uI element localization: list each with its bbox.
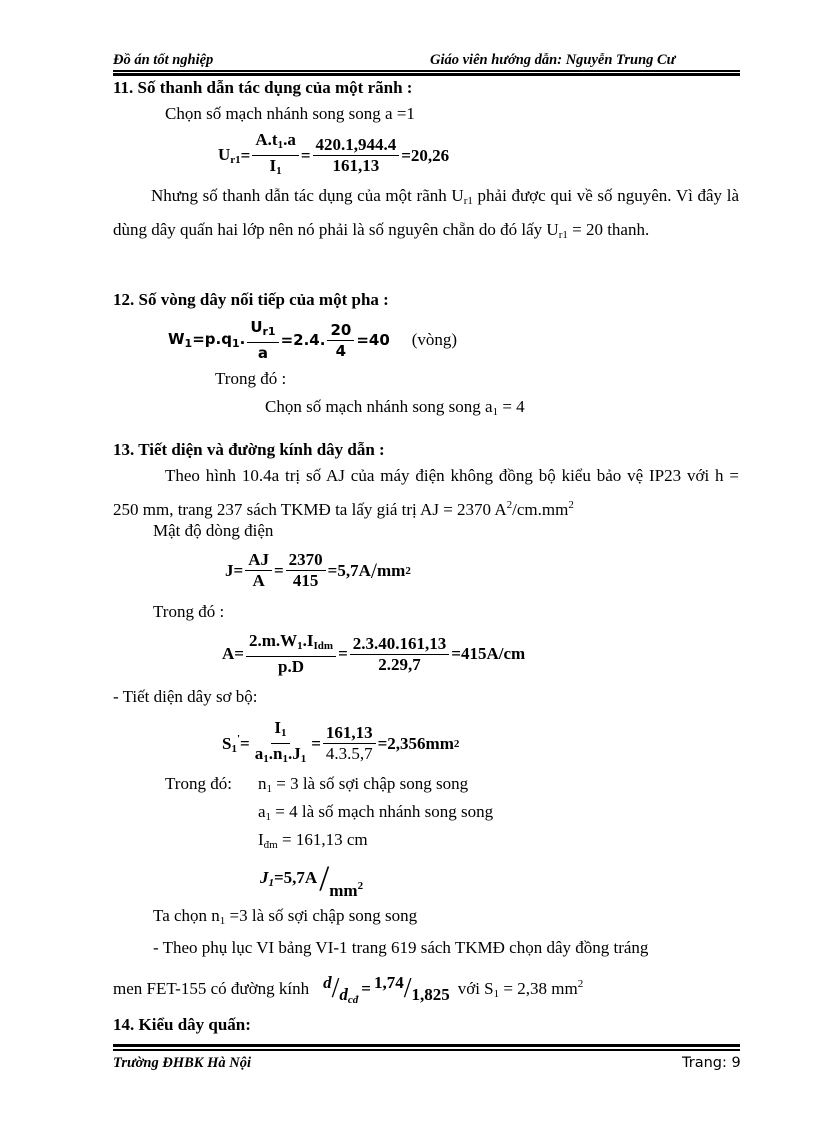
s13-n1-line: $n_1 = 3$ là số sợi chập song song <box>258 774 469 795</box>
diameter-ratio: d / $d_{cđ}$ = 1,74 / 1,825 <box>323 973 450 1006</box>
header-left: Đồ án tốt nghiệp <box>113 52 214 68</box>
footer-rule-thick <box>113 1044 740 1047</box>
s13-density-label: Mật độ dòng điện <box>153 521 274 540</box>
s13-paragraph-aj: Theo hình 10.4a trị số AJ của máy điện không đồng bộ kiểu bảo vệ IP23 với h = 250 mm, trang 237 sách TKMĐ ta lấy giá trị AJ = 2370 $A^2/cm.mm^2$ <box>113 466 739 519</box>
equation-s1: $S_1'$ = $\frac{I_1}{a_1.n_1.J_1}$ = $\frac{161,13}{4.3.5,7}$ =2,356mm 2 <box>222 718 460 765</box>
s11-choose-text: Chọn số mạch nhánh song song a =1 <box>165 104 415 123</box>
equation-j: J= $\frac{AJ}{A}$ = $\frac{2370}{415}$ =5,7A / mm 2 <box>225 550 411 590</box>
section-13-title: 13. Tiết diện và đường kính dây dẫn : <box>113 440 385 459</box>
s13-where-2: Trong đó: <box>165 774 232 793</box>
eq-ur1-frac1: $\frac{A.t_1.a}{I_1}$ <box>252 130 298 181</box>
header-rule-thin <box>113 70 740 72</box>
footer-left: Trường ĐHBK Hà Nội <box>113 1055 251 1071</box>
s13-choose-n1: Ta chọn $n_1 =3$ là số sợi chập song song <box>153 906 418 927</box>
equation-j1: $J_1$ =5,7A / $mm^2$ <box>260 858 364 900</box>
eq-ur1-result: =20,26 <box>401 145 450 165</box>
s13-a1-line: $a_1 = 4$ là số mạch nhánh song song <box>258 802 494 823</box>
header-right: Giáo viên hướng dẫn: Nguyễn Trung Cư <box>430 52 676 68</box>
section-14-title: 14. Kiểu dây quấn: <box>113 1015 251 1034</box>
equation-ur1: $U_{r1}$ = $\frac{A.t_1.a}{I_1}$ = $\frac{420.1,944.4}{161,13}$ =20,26 <box>218 130 449 181</box>
s12-choose: Chọn số mạch nhánh song song $a_1 = 4$ <box>265 397 525 418</box>
section-11-title: 11. Số thanh dẫn tác dụng của một rãnh : <box>113 78 413 97</box>
eq-ur1-lhs: $U_{r1}$ <box>218 145 241 166</box>
section-12-title: 12. Số vòng dây nối tiếp của một pha : <box>113 290 389 309</box>
header-rule-thick <box>113 73 740 76</box>
equation-a: A= $\frac{2.m.W_1.I_{Idm}}{p.D}$ = $\frac{2.3.40.161,13}{2.29,7}$ =415A/cm <box>222 631 526 676</box>
eq-ur1-frac2: $\frac{420.1,944.4}{161,13}$ <box>313 135 400 176</box>
s13-appendix-line: - Theo phụ lục VI bảng VI-1 trang 619 sách TKMĐ chọn dây đồng tráng <box>153 938 649 957</box>
s13-diameter-line: men FET-155 có đường kính d / $d_{cđ}$ = 1,74 / 1,825 với $S_1 = 2,38$ $mm^2$ <box>113 973 584 1006</box>
footer-rule-thin <box>113 1049 740 1051</box>
s13-where-1: Trong đó : <box>153 602 225 621</box>
equation-w1: $W_1$ $=p.q_1$. $\frac{U_{r1}}{a}$ =2.4. $\frac{20}{4}$ =40 (vòng) <box>168 318 458 362</box>
s11-paragraph: Nhưng số thanh dẫn tác dụng của một rãnh $U_{r1}$ phải được qui về số nguyên. Vì đây là dùng dây quấn hai lớp nên nó phải là số nguyên chẵn do đó lấy $U_{r1} = 20$ thanh. <box>113 186 739 241</box>
s13-idm-line: $I_{đm} = 161,13$ cm <box>258 830 368 851</box>
footer-page-number: Trang: 9 <box>682 1055 741 1071</box>
s13-prelim-label: - Tiết diện dây sơ bộ: <box>113 687 258 706</box>
s12-where: Trong đó : <box>215 369 287 388</box>
